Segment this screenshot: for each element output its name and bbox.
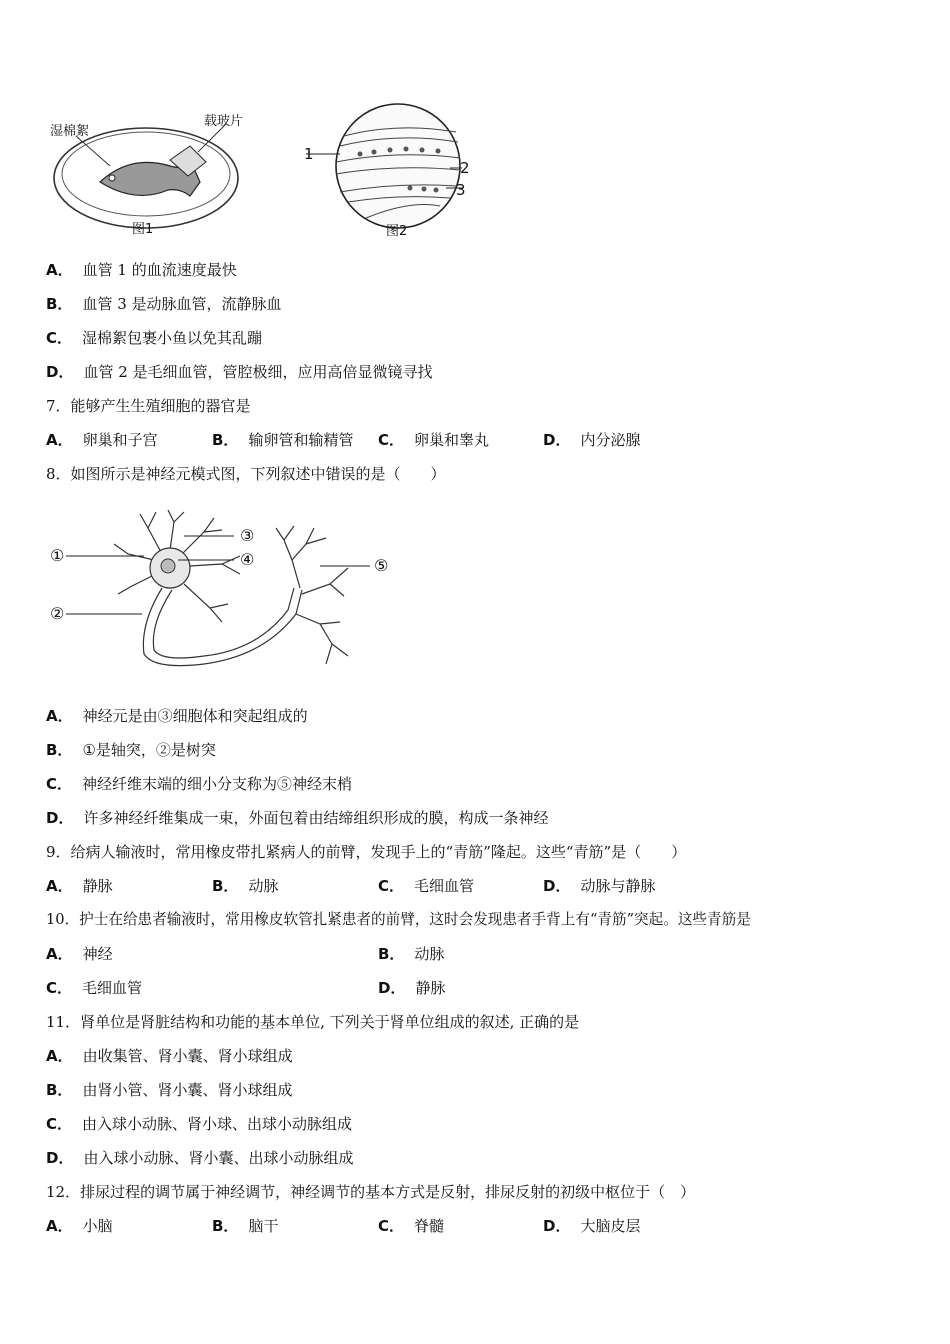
neuron-diagram xyxy=(44,504,404,678)
q9-option-b[interactable]: B． 动脉 xyxy=(212,877,279,895)
q9-option-a[interactable]: A． 静脉 xyxy=(46,877,113,895)
q7-option-c[interactable]: C． 卵巢和睾丸 xyxy=(378,431,490,449)
q10-stem: 10．护士在给患者输液时，常用橡皮软管扎紧患者的前臂，这时会发现患者手背上有“青筋”突起。这些青筋是 xyxy=(46,911,751,928)
neuron-label-2: ② xyxy=(50,604,65,623)
q7-option-b[interactable]: B． 输卵管和输精管 xyxy=(212,431,354,449)
q10-option-b[interactable]: B． 动脉 xyxy=(378,945,445,963)
q8-option-d[interactable]: D． 许多神经纤维集成一束，外面包着由结缔组织形成的膜，构成一条神经 xyxy=(46,809,549,827)
neuron-label-3: ③ xyxy=(240,526,255,545)
q12-option-a[interactable]: A． 小脑 xyxy=(46,1217,113,1235)
q8-stem: 8．如图所示是神经元模式图，下列叙述中错误的是（ ） xyxy=(46,465,446,483)
fig1-caption: 图1 xyxy=(132,222,154,237)
q9-option-d[interactable]: D． 动脉与静脉 xyxy=(543,877,656,895)
q11-option-d[interactable]: D． 由入球小动脉、肾小囊、出球小动脉组成 xyxy=(46,1149,354,1167)
q6-option-a[interactable]: A． 血管 1 的血流速度最快 xyxy=(46,261,237,279)
q9-stem: 9．给病人输液时，常用橡皮带扎紧病人的前臂，发现手上的“青筋”隆起。这些“青筋”是（ ） xyxy=(46,843,687,861)
fig2-label-1: 1 xyxy=(304,145,314,163)
q6-option-c[interactable]: C． 湿棉絮包裹小鱼以免其乱蹦 xyxy=(46,329,263,347)
fig2-label-3: 3 xyxy=(456,181,466,199)
q10-option-c[interactable]: C． 毛细血管 xyxy=(46,979,143,997)
q7-option-a[interactable]: A． 卵巢和子宫 xyxy=(46,431,158,449)
q10-option-a[interactable]: A． 神经 xyxy=(46,945,113,963)
q10-option-d[interactable]: D． 静脉 xyxy=(378,979,446,997)
q7-stem: 7．能够产生生殖细胞的器官是 xyxy=(46,397,251,415)
fig2-label-2: 2 xyxy=(460,159,470,177)
q6-option-b[interactable]: B． 血管 3 是动脉血管，流静脉血 xyxy=(46,295,282,313)
q12-option-c[interactable]: C． 脊髓 xyxy=(378,1217,445,1235)
q12-stem: 12．排尿过程的调节属于神经调节，神经调节的基本方式是反射，排尿反射的初级中枢位于（ ） xyxy=(46,1183,696,1201)
q12-option-d[interactable]: D． 大脑皮层 xyxy=(543,1217,641,1235)
q8-option-b[interactable]: B． ①是轴突，②是树突 xyxy=(46,741,216,759)
neuron-label-4: ④ xyxy=(240,550,255,569)
q11-stem: 11．肾单位是肾脏结构和功能的基本单位, 下列关于肾单位组成的叙述, 正确的是 xyxy=(46,1013,580,1031)
figure-2-blood-vessels xyxy=(300,102,480,242)
fig2-caption: 图2 xyxy=(386,224,408,239)
q12-option-b[interactable]: B． 脑干 xyxy=(212,1217,279,1235)
q8-option-c[interactable]: C． 神经纤维末端的细小分支称为⑤神经末梢 xyxy=(46,775,353,793)
q11-option-c[interactable]: C． 由入球小动脉、肾小球、出球小动脉组成 xyxy=(46,1115,353,1133)
q11-option-b[interactable]: B． 由肾小管、肾小囊、肾小球组成 xyxy=(46,1081,293,1099)
fig1-label-slide: 载玻片 xyxy=(204,114,244,129)
q8-option-a[interactable]: A． 神经元是由③细胞体和突起组成的 xyxy=(46,707,308,725)
fig1-label-wet-cotton: 湿棉絮 xyxy=(50,124,90,139)
q6-option-d[interactable]: D． 血管 2 是毛细血管，管腔极细，应用高倍显微镜寻找 xyxy=(46,363,433,381)
neuron-label-1: ① xyxy=(50,546,65,565)
q9-option-c[interactable]: C． 毛细血管 xyxy=(378,877,475,895)
q7-option-d[interactable]: D． 内分泌腺 xyxy=(543,431,641,449)
neuron-label-5: ⑤ xyxy=(374,556,389,575)
q11-option-a[interactable]: A． 由收集管、肾小囊、肾小球组成 xyxy=(46,1047,293,1065)
